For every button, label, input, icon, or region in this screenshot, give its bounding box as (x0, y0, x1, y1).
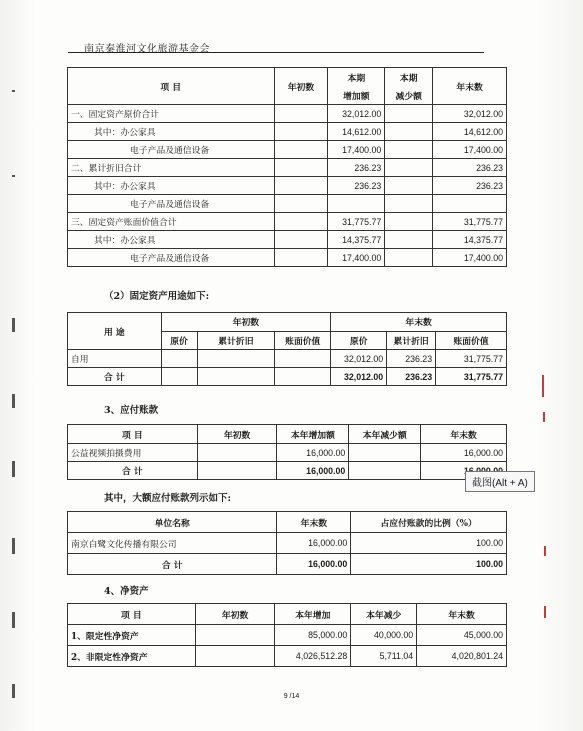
col-header-end: 年末数 (331, 313, 507, 332)
col-header-book: 账面价值 (436, 331, 507, 350)
col-header-item: 项 目 (68, 425, 198, 444)
cell: 32,012.00 (331, 368, 387, 386)
fixed-assets-table (67, 67, 507, 267)
cell: 17,400.00 (433, 249, 507, 267)
cell: 32,012.00 (433, 105, 507, 123)
col-header-dep: 累计折旧 (387, 331, 436, 350)
table-row (68, 213, 507, 231)
table-row (68, 123, 507, 141)
table-row (68, 462, 507, 480)
cell: 14,612.00 (433, 123, 507, 141)
cell (195, 625, 275, 646)
row-label: 其中：办公家具 (68, 177, 275, 195)
cell (385, 231, 433, 249)
table-row (68, 646, 507, 667)
cell (385, 177, 433, 195)
cell: 236.23 (433, 159, 507, 177)
col-header-end: 年末数 (421, 425, 507, 444)
cell (274, 159, 328, 177)
cell: 32,012.00 (328, 105, 385, 123)
row-label: 合 计 (68, 554, 277, 575)
row-label: 一、固定资产原价合计 (68, 105, 275, 123)
table-row (68, 554, 507, 575)
cell: 32,012.00 (331, 350, 387, 368)
col-header-end: 年末数 (433, 68, 507, 105)
row-label: 1、限定性净资产 (68, 625, 196, 646)
cell: 16,000.00 (421, 444, 507, 462)
table-header-row (68, 68, 507, 87)
cell (385, 213, 433, 231)
cell: 236.23 (433, 177, 507, 195)
row-label: 2、非限定性净资产 (68, 646, 196, 667)
fixed-assets-use-table (67, 312, 507, 386)
large-payables-table (67, 511, 507, 575)
cell (197, 444, 277, 462)
col-header-dec-2: 减少额 (385, 86, 433, 105)
binding-mark (12, 175, 15, 177)
cell: 14,375.77 (328, 231, 385, 249)
table-row (68, 368, 507, 386)
cell: 4,026,512.28 (275, 646, 351, 667)
cell: 100.00 (351, 554, 507, 575)
cell: 17,400.00 (328, 141, 385, 159)
cell: 45,000.00 (417, 625, 507, 646)
cell: 236.23 (328, 159, 385, 177)
cell: 5,711.04 (351, 646, 417, 667)
col-header-begin: 年初数 (197, 425, 277, 444)
cell: 16,000.00 (277, 444, 349, 462)
cell (197, 462, 277, 480)
red-stamp-mark (542, 375, 544, 397)
row-label: 其中：办公家具 (68, 123, 275, 141)
table-row (68, 625, 507, 646)
cell: 236.23 (387, 368, 436, 386)
cell (275, 350, 331, 368)
cell (385, 195, 433, 213)
row-label: 二、累计折旧合计 (68, 159, 275, 177)
row-label: 电子产品及通信设备 (68, 249, 275, 267)
binding-mark (12, 538, 15, 554)
cell: 14,612.00 (328, 123, 385, 141)
accounts-payable-table (67, 424, 507, 480)
cell: 40,000.00 (351, 625, 417, 646)
col-header-begin: 年初数 (161, 313, 331, 332)
col-header-add-2: 增加额 (328, 86, 385, 105)
col-header-ratio: 占应付账款的比例（%） (351, 512, 507, 533)
col-header-end: 年末数 (417, 604, 507, 625)
section-title: 4、净资产 (104, 586, 149, 597)
table-row (68, 195, 507, 213)
col-header-add: 本年增加额 (277, 425, 349, 444)
col-header-dec: 本年减少 (351, 604, 417, 625)
row-label: 公益视频拍摄费用 (68, 444, 198, 462)
col-header-item: 项 目 (68, 68, 275, 105)
cell (385, 105, 433, 123)
col-header-dec-1: 本期 (385, 68, 433, 87)
binding-mark (12, 90, 15, 92)
col-header-item: 项 目 (68, 604, 196, 625)
cell (328, 195, 385, 213)
cell (385, 123, 433, 141)
cell (274, 231, 328, 249)
table-row (68, 231, 507, 249)
col-header-dep: 累计折旧 (197, 331, 275, 350)
table-row (68, 177, 507, 195)
cell: 100.00 (351, 533, 507, 554)
header-rule (68, 52, 484, 53)
screenshot-tooltip: 截图(Alt + A) (465, 471, 535, 492)
cell (197, 350, 275, 368)
cell (349, 444, 421, 462)
row-label: 南京白鹭文化传播有限公司 (68, 533, 277, 554)
col-header-end: 年末数 (277, 512, 351, 533)
cell (195, 646, 275, 667)
col-header-cost: 原价 (161, 331, 197, 350)
row-label: 自用 (68, 350, 162, 368)
section-title: 其中，大额应付账款列示如下: (104, 493, 232, 504)
table-row (68, 533, 507, 554)
cell (385, 159, 433, 177)
table-row (68, 444, 507, 462)
red-stamp-mark (543, 412, 545, 422)
cell (161, 350, 197, 368)
cell: 17,400.00 (328, 249, 385, 267)
col-header-begin: 年初数 (274, 68, 328, 105)
cell: 236.23 (387, 350, 436, 368)
table-row (68, 350, 507, 368)
col-header-use: 用 途 (68, 313, 162, 350)
binding-mark (12, 612, 15, 628)
col-header-cost: 原价 (331, 331, 387, 350)
page-header: 南京秦淮河文化旅游基金会 (84, 44, 210, 55)
cell (433, 195, 507, 213)
cell (349, 462, 421, 480)
cell: 31,775.77 (436, 350, 507, 368)
cell: 236.23 (328, 177, 385, 195)
cell (274, 195, 328, 213)
cell (274, 123, 328, 141)
row-label: 电子产品及通信设备 (68, 195, 275, 213)
section-title: 3、应付账款 (104, 405, 159, 416)
red-stamp-mark (544, 606, 546, 618)
cell: 16,000.00 (277, 462, 349, 480)
net-assets-table (67, 603, 507, 667)
cell: 16,000.00 (277, 533, 351, 554)
binding-mark (12, 461, 15, 477)
row-label: 电子产品及通信设备 (68, 141, 275, 159)
cell (274, 105, 328, 123)
cell: 31,775.77 (436, 368, 507, 386)
row-label: 合 计 (68, 462, 198, 480)
table-row (68, 159, 507, 177)
row-label: 合 计 (68, 368, 162, 386)
row-label: 其中：办公家具 (68, 231, 275, 249)
table-row (68, 249, 507, 267)
page-number: 9 /14 (283, 693, 300, 700)
cell (161, 368, 197, 386)
cell (197, 368, 275, 386)
col-header-add: 本年增加 (275, 604, 351, 625)
red-stamp-mark (544, 546, 546, 556)
section-title: （2）固定资产用途如下: (104, 291, 210, 302)
cell: 17,400.00 (433, 141, 507, 159)
cell (274, 213, 328, 231)
cell (385, 141, 433, 159)
binding-mark (12, 318, 15, 332)
cell: 4,020,801.24 (417, 646, 507, 667)
cell: 31,775.77 (433, 213, 507, 231)
cell (274, 177, 328, 195)
cell (274, 141, 328, 159)
binding-mark (12, 394, 15, 408)
col-header-dec: 本年减少额 (349, 425, 421, 444)
col-header-begin: 年初数 (195, 604, 275, 625)
cell (274, 249, 328, 267)
table-row (68, 105, 507, 123)
col-header-add-1: 本期 (328, 68, 385, 87)
cell: 85,000.00 (275, 625, 351, 646)
cell: 14,375.77 (433, 231, 507, 249)
col-header-book: 账面价值 (275, 331, 331, 350)
row-label: 三、固定资产账面价值合计 (68, 213, 275, 231)
cell: 16,000.00 (277, 554, 351, 575)
cell (275, 368, 331, 386)
col-header-name: 单位名称 (68, 512, 277, 533)
cell (385, 249, 433, 267)
table-row (68, 141, 507, 159)
cell: 31,775.77 (328, 213, 385, 231)
